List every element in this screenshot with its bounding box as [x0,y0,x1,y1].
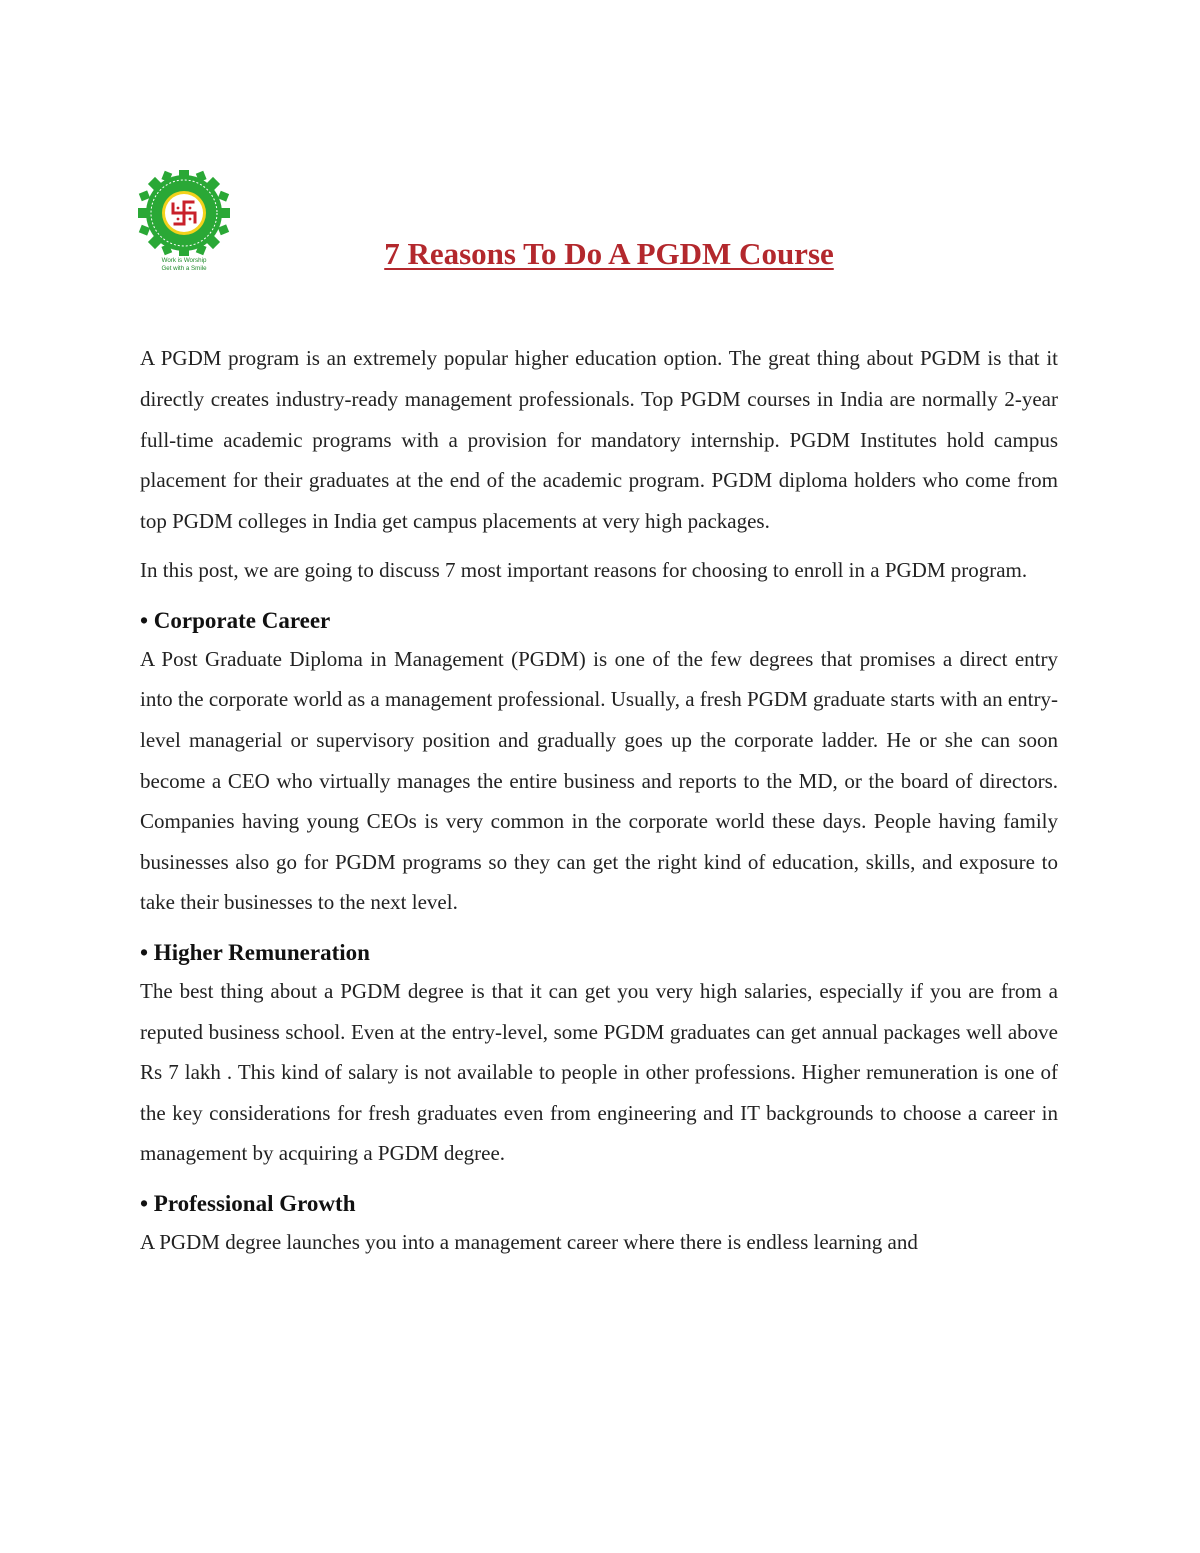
logo-motto-line1: Work is Worship [161,257,207,264]
section-heading-professional-growth: • Professional Growth [140,1190,356,1216]
intro-paragraph-2: In this post, we are going to discuss 7 most important reasons for choosing to enroll in a PGDM program. [140,557,1028,582]
section-text-professional-growth: A PGDM degree launches you into a management career where there is endless learning and [140,1229,918,1254]
intro-paragraph-1: A PGDM program is an extremely popular higher education option. The great thing about PGDM is that it directly creates industry-ready management professionals. Top PGDM courses in India are normally 2-year full-time academic programs with a provision for mandatory internship. PGDM Institutes hold campus placement for their graduates at the end of the academic program. PGDM diploma holders who come from top PGDM colleges in India get campus placements at very high packages. [140,346,1058,534]
section-text-corporate-career: A Post Graduate Diploma in Management (PGDM) is one of the few degrees that promises a direct entry into the corporate world as a management professional. Usually, a fresh PGDM graduate starts with an entry-level managerial or supervisory position and gradually goes up the corporate ladder. He or she can soon become a CEO who virtually manages the entire business and reports to the MD, or the board of directors. Companies having young CEOs is very common in the corporate world these days. People having family businesses also go for PGDM programs so they can get the right kind of education, skills, and exposure to take their businesses to the next level. [140,646,1058,915]
section-heading-higher-remuneration: • Higher Remuneration [140,939,370,965]
page-title: 7 Reasons To Do A PGDM Course [384,236,834,271]
section-heading-corporate-career: • Corporate Career [140,607,331,633]
logo-motto-line2: Get with a Smile [161,265,207,272]
section-text-higher-remuneration: The best thing about a PGDM degree is that it can get you very high salaries, especially if you are from a reputed business school. Even at the entry-level, some PGDM graduates can get annual packages well above Rs 7 lakh . This kind of salary is not available to people in other professions. Higher remuneration is one of the key considerations for fresh graduates even from engineering and IT backgrounds to choose a career in management by acquiring a PGDM degree. [140,978,1058,1166]
article-body [140,338,1058,1263]
